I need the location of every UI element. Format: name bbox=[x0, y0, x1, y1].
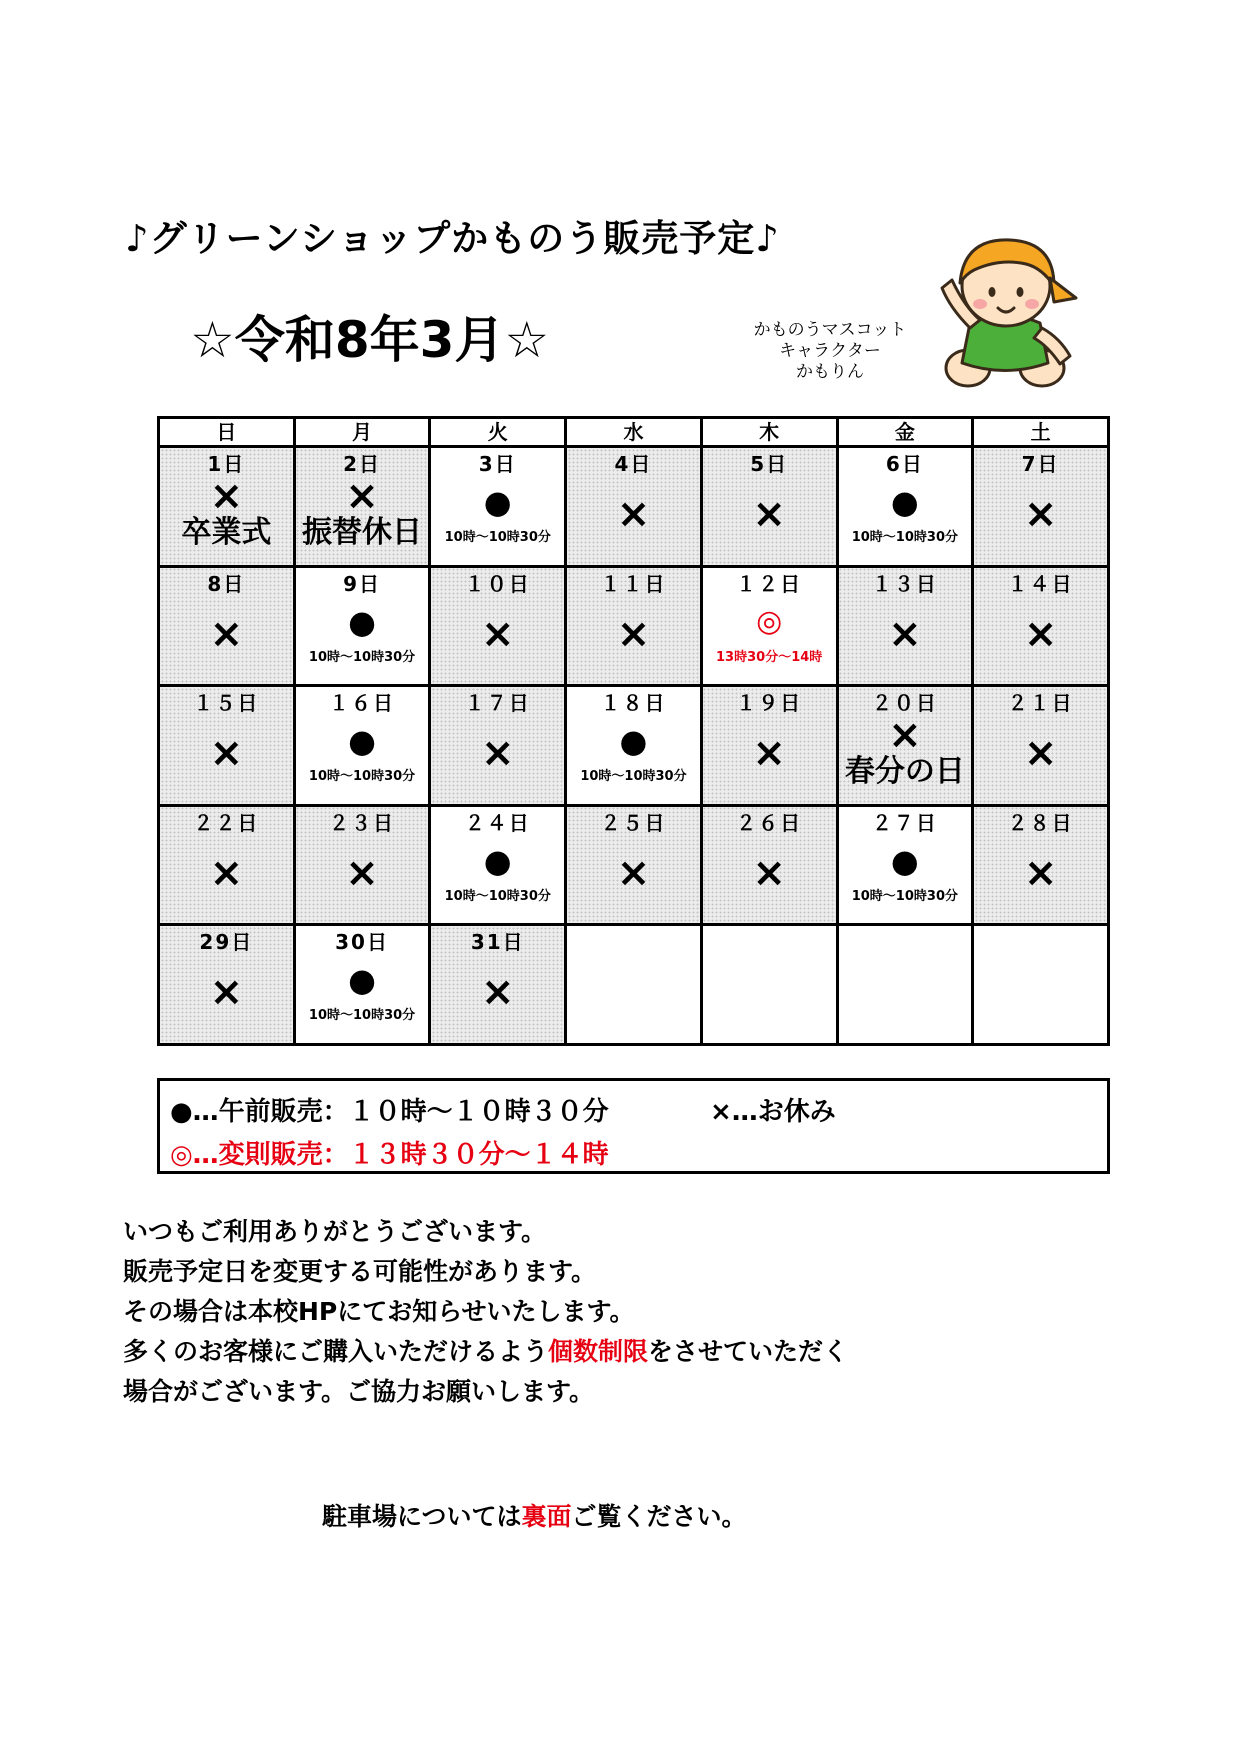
day-number: ２８日 bbox=[1007, 810, 1074, 835]
cross-icon: × bbox=[1023, 610, 1058, 657]
calendar-day-cell bbox=[159, 447, 295, 567]
cross-icon: × bbox=[1023, 491, 1058, 537]
weekday-mon: 月 bbox=[294, 418, 430, 447]
calendar-day-cell bbox=[566, 447, 702, 567]
calendar-day-cell bbox=[430, 566, 566, 686]
cross-icon: × bbox=[481, 969, 515, 1016]
black-circle-icon: ● bbox=[483, 483, 512, 521]
sales-time: 10時～10時30分 bbox=[444, 530, 551, 545]
day-number: 6日 bbox=[885, 452, 924, 476]
cross-icon: × bbox=[1023, 730, 1058, 777]
sales-time: 13時30分～14時 bbox=[716, 649, 823, 665]
calendar-day-cell bbox=[837, 566, 973, 686]
cross-icon: × bbox=[616, 491, 651, 537]
calendar-day-cell bbox=[294, 447, 430, 567]
black-circle-icon: ● bbox=[890, 483, 919, 521]
sales-time: 10時～10時30分 bbox=[580, 769, 687, 785]
calendar-day-cell bbox=[701, 805, 837, 925]
day-number: ２０日 bbox=[871, 691, 938, 716]
day-number: １３日 bbox=[871, 571, 938, 596]
cross-icon: × bbox=[616, 849, 651, 896]
weekday-tue: 火 bbox=[430, 418, 566, 447]
parking-text: 駐車場については bbox=[322, 1502, 522, 1531]
calendar-empty-cell bbox=[566, 925, 702, 1045]
calendar-day-cell bbox=[701, 447, 837, 567]
holiday-note: 卒業式 bbox=[181, 515, 272, 550]
cross-icon: × bbox=[1023, 849, 1058, 896]
calendar-day-cell bbox=[159, 925, 295, 1045]
mascot-illustration bbox=[930, 228, 1082, 398]
black-circle-icon: ● bbox=[348, 961, 377, 1000]
notice-line: 場合がございます。ご協力お願いします。 bbox=[123, 1377, 595, 1406]
notice-line: 販売予定日を変更する可能性があります。 bbox=[123, 1257, 597, 1286]
double-circle-icon: ◎ bbox=[756, 603, 783, 639]
calendar-week-row bbox=[159, 566, 1109, 686]
black-circle-icon: ● bbox=[619, 722, 648, 761]
day-number: ２３日 bbox=[329, 810, 396, 835]
mascot-caption bbox=[740, 320, 920, 383]
notice-line: いつもご利用ありがとうございます。 bbox=[123, 1217, 547, 1246]
day-number: 4日 bbox=[614, 452, 653, 476]
sales-time: 10時～10時30分 bbox=[444, 888, 551, 904]
calendar-day-cell bbox=[430, 686, 566, 806]
calendar-day-cell bbox=[701, 566, 837, 686]
legend-closed: ×…お休み bbox=[710, 1097, 836, 1127]
day-number: １９日 bbox=[736, 691, 803, 716]
cross-icon: × bbox=[209, 969, 244, 1016]
day-number: ２１日 bbox=[1007, 691, 1074, 716]
quantity-limit-highlight: 個数制限 bbox=[548, 1337, 649, 1366]
day-number: ２６日 bbox=[736, 810, 803, 835]
day-number: 1日 bbox=[207, 452, 246, 476]
calendar-day-cell bbox=[837, 686, 973, 806]
day-number: ２２日 bbox=[193, 810, 260, 835]
holiday-note: 振替休日 bbox=[302, 515, 423, 550]
calendar-day-cell bbox=[701, 686, 837, 806]
sales-time: 10時～10時30分 bbox=[308, 769, 416, 785]
calendar-empty-cell bbox=[973, 925, 1109, 1045]
cross-icon: × bbox=[888, 610, 922, 657]
calendar-day-cell bbox=[294, 566, 430, 686]
day-number: １５日 bbox=[193, 691, 260, 716]
cross-icon: × bbox=[888, 712, 922, 759]
notice-message bbox=[123, 1212, 848, 1412]
black-circle-icon: ● bbox=[348, 602, 377, 641]
cross-icon: × bbox=[209, 730, 244, 777]
cross-icon: × bbox=[481, 610, 515, 657]
day-number: １６日 bbox=[329, 691, 396, 716]
calendar-week-row bbox=[159, 447, 1109, 567]
cross-icon: × bbox=[345, 473, 379, 519]
calendar-day-cell bbox=[973, 805, 1109, 925]
day-number: ２５日 bbox=[600, 810, 667, 835]
day-number: 8日 bbox=[207, 571, 246, 596]
day-number: ２７日 bbox=[871, 810, 938, 835]
day-number: １８日 bbox=[600, 691, 667, 716]
day-number: 29日 bbox=[199, 930, 254, 955]
calendar-day-cell bbox=[159, 686, 295, 806]
weekday-sun: 日 bbox=[159, 418, 295, 447]
calendar-day-cell bbox=[837, 447, 973, 567]
day-number: １０日 bbox=[464, 571, 531, 596]
cross-icon: × bbox=[752, 849, 786, 896]
notice-text: 多くのお客様にご購入いただけるよう bbox=[123, 1337, 549, 1366]
legend-box bbox=[157, 1078, 1110, 1174]
holiday-note: 春分の日 bbox=[844, 754, 965, 790]
calendar-day-cell bbox=[159, 805, 295, 925]
notice-line bbox=[123, 1332, 848, 1372]
notice-line: その場合は本校HPにてお知らせいたします。 bbox=[123, 1297, 635, 1326]
cross-icon: × bbox=[209, 849, 244, 896]
day-number: 30日 bbox=[335, 930, 389, 955]
black-circle-icon: ● bbox=[483, 841, 512, 880]
calendar-day-cell bbox=[973, 447, 1109, 567]
calendar-day-cell bbox=[294, 686, 430, 806]
weekday-wed: 水 bbox=[566, 418, 702, 447]
calendar-week-row bbox=[159, 686, 1109, 806]
calendar-body bbox=[159, 447, 1109, 1045]
calendar-day-cell bbox=[294, 925, 430, 1045]
cross-icon: × bbox=[345, 849, 379, 896]
calendar-day-cell bbox=[973, 686, 1109, 806]
day-number: 31日 bbox=[470, 930, 525, 955]
calendar-day-cell bbox=[973, 566, 1109, 686]
day-number: 5日 bbox=[750, 452, 789, 476]
day-number: 7日 bbox=[1021, 452, 1060, 476]
calendar-day-cell bbox=[159, 566, 295, 686]
parking-note bbox=[322, 1497, 747, 1533]
legend-special-sales: ◎…変則販売：１３時３０分～１４時 bbox=[170, 1140, 609, 1170]
cross-icon: × bbox=[209, 610, 244, 657]
calendar-week-row bbox=[159, 925, 1109, 1045]
mascot-caption-line: かもりん bbox=[796, 362, 864, 382]
day-number: 3日 bbox=[478, 452, 517, 476]
cross-icon: × bbox=[481, 730, 515, 777]
mascot-caption-line: かものうマスコット bbox=[753, 320, 907, 340]
sales-time: 10時～10時30分 bbox=[851, 888, 958, 904]
weekday-sat: 土 bbox=[973, 418, 1109, 447]
calendar-empty-cell bbox=[837, 925, 973, 1045]
day-number: １１日 bbox=[600, 571, 667, 596]
sales-time: 10時～10時30分 bbox=[851, 530, 958, 545]
cross-icon: × bbox=[209, 473, 244, 519]
day-number: １２日 bbox=[736, 571, 803, 596]
calendar-empty-cell bbox=[701, 925, 837, 1045]
page-title: ♪グリーンショップかものう販売予定♪ bbox=[125, 217, 780, 260]
black-circle-icon: ● bbox=[348, 722, 377, 761]
sales-time: 10時～10時30分 bbox=[308, 649, 416, 665]
calendar-day-cell bbox=[566, 805, 702, 925]
month-heading: ☆令和8年3月☆ bbox=[190, 311, 550, 369]
notice-text: をさせていただく bbox=[648, 1337, 849, 1366]
day-number: 9日 bbox=[343, 571, 382, 596]
calendar-day-cell bbox=[566, 566, 702, 686]
sales-calendar bbox=[157, 416, 1110, 1046]
calendar-day-cell bbox=[837, 805, 973, 925]
black-circle-icon: ● bbox=[890, 841, 919, 880]
day-number: １４日 bbox=[1007, 571, 1074, 596]
day-number: １７日 bbox=[464, 691, 531, 716]
calendar-day-cell bbox=[294, 805, 430, 925]
weekday-header-row bbox=[159, 418, 1109, 447]
weekday-thu: 木 bbox=[701, 418, 837, 447]
back-side-highlight: 裏面 bbox=[521, 1502, 572, 1531]
weekday-fri: 金 bbox=[837, 418, 973, 447]
sales-time: 10時～10時30分 bbox=[308, 1008, 416, 1024]
day-number: 2日 bbox=[343, 452, 382, 476]
cross-icon: × bbox=[752, 730, 786, 777]
calendar-day-cell bbox=[430, 447, 566, 567]
calendar-day-cell bbox=[430, 925, 566, 1045]
legend-am-sales: ●…午前販売：１０時～１０時３０分 bbox=[170, 1097, 609, 1127]
calendar-week-row bbox=[159, 805, 1109, 925]
cross-icon: × bbox=[752, 491, 786, 537]
mascot-caption-line: キャラクター bbox=[779, 341, 881, 361]
calendar-day-cell bbox=[430, 805, 566, 925]
calendar-day-cell bbox=[566, 686, 702, 806]
cross-icon: × bbox=[616, 610, 651, 657]
day-number: ２４日 bbox=[464, 810, 531, 835]
parking-text: ご覧ください。 bbox=[571, 1502, 747, 1531]
